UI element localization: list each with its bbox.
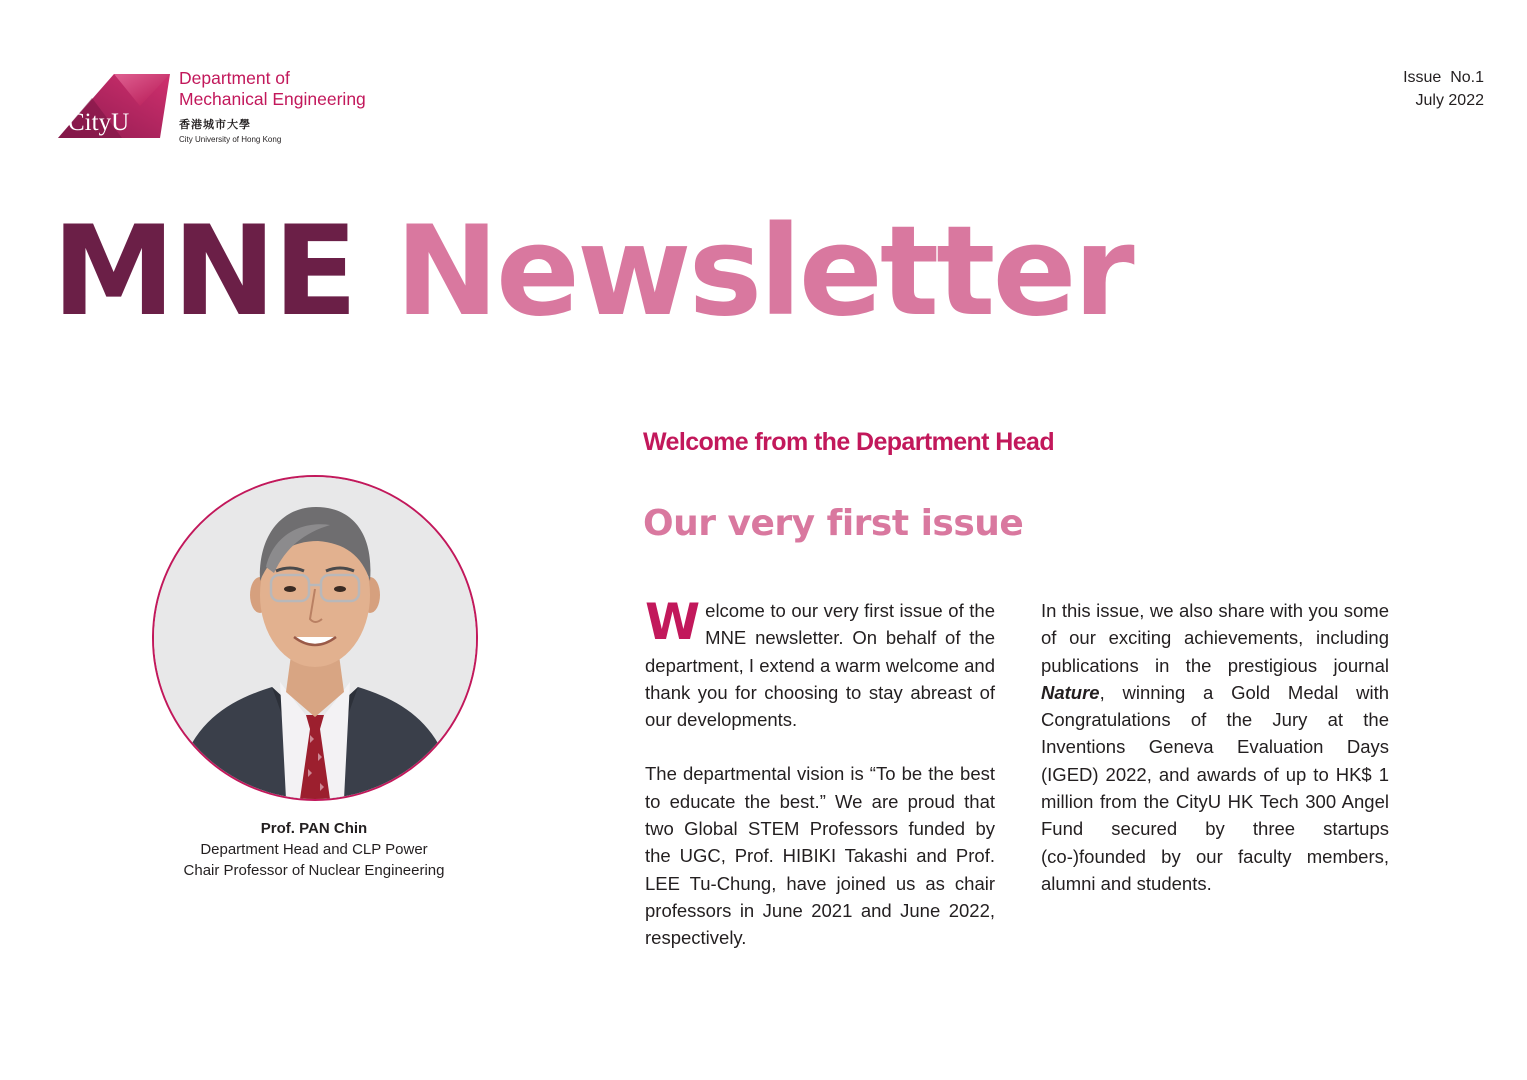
section-heading: Welcome from the Department Head xyxy=(643,428,1054,456)
article-title: Our very first issue xyxy=(643,503,1024,544)
issue-date: July 2022 xyxy=(1415,92,1484,109)
masthead-mne: MNE xyxy=(52,200,355,344)
portrait-photo xyxy=(152,475,478,801)
university-name-english: City University of Hong Kong xyxy=(179,135,282,144)
masthead-newsletter: Newsletter xyxy=(395,200,1132,344)
department-line-2: Mechanical Engineering xyxy=(179,89,366,109)
caption-title-line-1: Department Head and CLP Power xyxy=(200,841,428,858)
achievements-text-start: In this issue, we also share with you some of our exciting achievements, including publications in the prestigious journal xyxy=(1041,600,1389,676)
article-column-1 xyxy=(645,593,995,952)
caption-title-line-2: Chair Professor of Nuclear Engineering xyxy=(183,862,445,879)
portrait-photo-icon xyxy=(154,477,476,799)
issue-number: Issue No.1 xyxy=(1403,69,1484,86)
cityu-wordmark: CityU xyxy=(68,109,130,136)
portrait-caption xyxy=(150,818,478,881)
department-name xyxy=(179,68,366,110)
paragraph-welcome-text: elcome to our very first issue of the MNE newsletter. On behalf of the department, I extend a warm welcome and thank you for choosing to stay abreast of our developments. xyxy=(645,600,995,731)
journal-name: Nature xyxy=(1041,681,1100,703)
issue-info xyxy=(1403,66,1484,112)
paragraph-vision: The departmental vision is “To be the best to educate the best.” We are proud that two Global STEM Professors funded by the UGC, Prof. HIBIKI Takashi and Prof. LEE Tu-Chung, have joined us as chair professors in June 2021 and June 2022, respectively. xyxy=(645,763,995,949)
article-column-2 xyxy=(1041,597,1389,897)
department-logo[interactable] xyxy=(52,66,392,156)
caption-name: Prof. PAN Chin xyxy=(260,820,368,837)
cityu-logo-icon xyxy=(52,68,172,148)
paragraph-welcome xyxy=(645,593,995,733)
achievements-text-end: , winning a Gold Medal with Congratulations of the Jury at the Inventions Geneva Evaluation Days (IGED) 2022, and awards of up to HK$ 1 million from the CityU HK Tech 300 Angel Fund secured by three startups (co-)founded by our faculty members, alumni and students. xyxy=(1041,681,1389,894)
paragraph-achievements xyxy=(1041,597,1389,897)
university-name-chinese: 香港城市大學 xyxy=(179,119,251,131)
drop-cap: W xyxy=(645,593,701,651)
newsletter-masthead xyxy=(52,202,1132,342)
department-line-1: Department of xyxy=(179,68,290,88)
